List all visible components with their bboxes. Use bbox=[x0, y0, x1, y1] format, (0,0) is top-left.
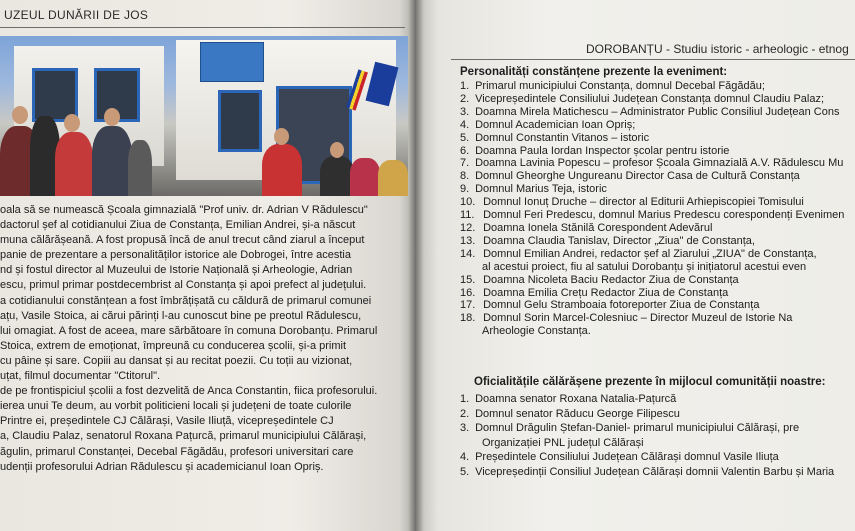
photo-person bbox=[378, 160, 408, 196]
paragraph-line: dactorul șef al cotidianului Ziua de Constanța, Emilian Andrei, și-a născut bbox=[0, 219, 356, 232]
list-item: 11. Domnul Feri Predescu, domnul Marius Predescu corespondenți Evenimen bbox=[460, 209, 845, 222]
list-item: 7. Doamna Lavinia Popescu – profesor Școala Gimnazială A.V. Rădulescu Mu bbox=[460, 157, 844, 170]
photo-head bbox=[64, 114, 80, 132]
list-item: 1. Primarul municipiului Constanța, domnul Decebal Făgădău; bbox=[460, 80, 765, 92]
article-paragraph bbox=[0, 203, 404, 475]
right-page bbox=[416, 0, 855, 531]
paragraph-line: a, Claudiu Palaz, senatorul Roxana Pațurcă, primarul municipiului Călărași, bbox=[0, 430, 367, 443]
photo-person bbox=[320, 156, 354, 196]
list-item: 14. Domnul Emilian Andrei, redactor șef al Ziarului „ZIUA" de Constanța, bbox=[460, 247, 817, 260]
list-item: 4. Președintele Consiliului Județean Călărași domnul Vasile Iliuța bbox=[460, 451, 779, 464]
list-item: 4. Domnul Academician Ioan Opriș; bbox=[460, 118, 636, 131]
list-item: 8. Domnul Gheorghe Ungureanu Director Casa de Cultură Constanța bbox=[460, 170, 800, 183]
photo-person bbox=[55, 132, 93, 196]
list-item-continuation: Arheologie Constanța. bbox=[482, 325, 591, 338]
section-heading-calarasi: Oficialitățile călărășene prezente în mijlocul comunității noastre: bbox=[474, 376, 826, 388]
event-photo bbox=[0, 36, 408, 196]
photo-window bbox=[218, 90, 262, 152]
paragraph-line: Stoica, extrem de emoționat, împreună cu conducerea școlii, și-a primit bbox=[0, 339, 347, 352]
photo-person bbox=[350, 158, 380, 196]
paragraph-line: a cotidianului constănțean a fost îmbrățișată cu căldură de primarul comunei bbox=[0, 294, 372, 307]
photo-person bbox=[128, 140, 152, 196]
paragraph-line: de pe frontispiciul școlii a fost dezvelită de Anca Constantin, fiica profesorului. bbox=[0, 385, 378, 398]
paragraph-line: lui omagiat. A fost de aceea, mare sărbătoare în comuna Dorobanțu. Primarul bbox=[0, 324, 378, 337]
list-item: 9. Domnul Marius Teja, istoric bbox=[460, 183, 607, 196]
list-item: 13. Doamna Claudia Tanislav, Director „Ziua" de Constanța, bbox=[460, 234, 755, 247]
list-item: 6. Doamna Paula Iordan Inspector școlar pentru istorie bbox=[460, 144, 730, 157]
paragraph-line: ațu, Vasile Stoica, ai cărui părinți l-au cunoscut bine pe preotul Rădulescu, bbox=[0, 309, 362, 322]
paragraph-line: udenții profesorului Adrian Rădulescu și academicianul Ioan Opriș. bbox=[0, 460, 324, 473]
list-item-continuation: Organizației PNL județul Călărași bbox=[482, 436, 644, 449]
paragraph-line: panie de prezentare a personalităților istorice ale Dobrogei, între acestia bbox=[0, 249, 351, 262]
book-gutter bbox=[408, 0, 424, 531]
header-rule-right bbox=[451, 59, 855, 60]
running-header-left: UZEUL DUNĂRII DE JOS bbox=[4, 8, 149, 22]
left-page bbox=[0, 0, 416, 531]
list-item: 2. Vicepreședintele Consiliului Județean Constanța domnul Claudiu Palaz; bbox=[460, 92, 825, 105]
photo-person bbox=[92, 126, 132, 196]
paragraph-line: muna călărășeană. A fost propusă încă de anul trecut când ziarul a început bbox=[0, 234, 365, 247]
paragraph-line: escu, primul primar postdecembrist al Constanța și apoi prefect al județului. bbox=[0, 279, 367, 292]
photo-plaque bbox=[200, 42, 264, 82]
list-item: 1. Doamna senator Roxana Natalia-Pațurcă bbox=[460, 393, 677, 405]
list-item: 10. Domnul Ionuț Druche – director al Editurii Arhiepiscopiei Tomisului bbox=[460, 196, 804, 209]
photo-person bbox=[262, 144, 302, 196]
calarasi-officials-list bbox=[460, 392, 855, 480]
list-item: 16. Doamna Emilia Crețu Redactor Ziua de Constanța bbox=[460, 286, 729, 299]
photo-head bbox=[274, 128, 289, 145]
list-item: 18. Domnul Sorin Marcel-Colesniuc – Director Muzeul de Istorie Na bbox=[460, 312, 793, 325]
list-item: 17. Domnul Gelu Stramboaia fotoreporter Ziua de Constanța bbox=[460, 299, 760, 312]
photo-head bbox=[330, 142, 344, 158]
list-item: 3. Domnul Drăgulin Ștefan-Daniel- primarul municipiului Călărași, pre bbox=[460, 422, 800, 435]
constanta-guests-list bbox=[460, 80, 855, 338]
list-item: 5. Domnul Constantin Vitanos – istoric bbox=[460, 131, 650, 144]
list-item: 5. Vicepreședinții Consiliul Județean Călărași domnii Valentin Barbu și Maria bbox=[460, 465, 835, 478]
photo-head bbox=[104, 108, 120, 126]
section-heading-constanta: Personalități constănțene prezente la eveniment: bbox=[460, 66, 728, 78]
paragraph-line: Printre ei, președintele CJ Călărași, Vasile Iliuță, vicepreședintele CJ bbox=[0, 415, 334, 428]
header-rule-left bbox=[0, 27, 405, 28]
list-item-continuation: al acestui proiect, fiu al satului Dorobanțu și inițiatorul acestui even bbox=[482, 260, 807, 273]
paragraph-line: nd și fostul director al Muzeului de Istorie Națională și Arheologie, Adrian bbox=[0, 264, 353, 277]
paragraph-line: uțat, filmul documentar "Ctitorul". bbox=[0, 370, 161, 383]
photo-head bbox=[12, 106, 28, 124]
list-item: 2. Domnul senator Răducu George Filipescu bbox=[460, 407, 680, 420]
list-item: 3. Doamna Mirela Matichescu – Administrator Public Consiliul Județean Cons bbox=[460, 105, 840, 118]
running-header-right: DOROBANȚU - Studiu istoric - arheologic - etnog bbox=[586, 42, 849, 56]
paragraph-line: ăgulin, primarul Constanței, Decebal Făgădău, profesori universitari care bbox=[0, 445, 354, 458]
list-item: 12. Doamna Ionela Stănilă Corespondent Adevărul bbox=[460, 221, 713, 234]
paragraph-line: ierea unui Te deum, au vorbit politicieni locali și județeni de toate culorile bbox=[0, 400, 352, 413]
paragraph-line: oala să se numească Școala gimnazială "Prof univ. dr. Adrian V Rădulescu" bbox=[0, 204, 368, 216]
paragraph-line: cu pâine și sare. Copiii au dansat și au recitat poezii. Cu toții au vizionat, bbox=[0, 354, 353, 367]
list-item: 15. Doamna Nicoleta Baciu Redactor Ziua de Constanța bbox=[460, 273, 739, 286]
